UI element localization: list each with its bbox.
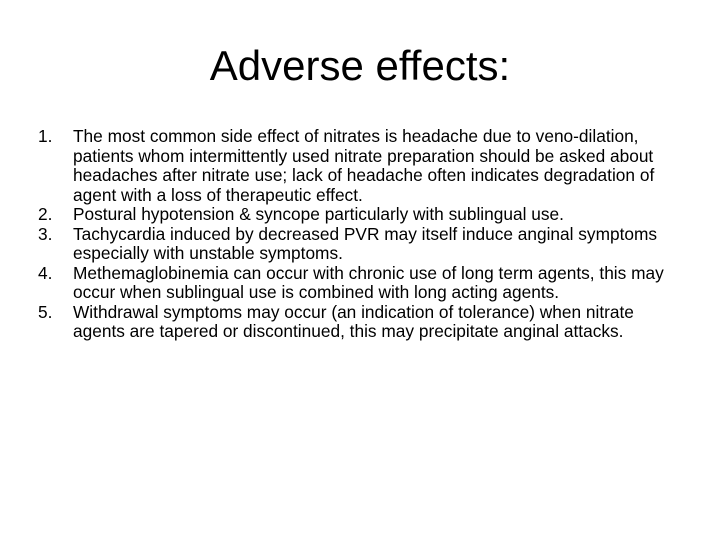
list-item-text: Postural hypotension & syncope particularly with sublingual use.: [73, 204, 564, 224]
list-item: [38, 127, 688, 205]
adverse-effects-list: [38, 127, 688, 342]
list-item-number: 4.: [38, 262, 53, 283]
slide-title: Adverse effects:: [209, 42, 511, 89]
list-item: [38, 225, 688, 264]
list-item-text: Methemaglobinemia can occur with chronic use of long term agents, this may occur when sublingual use is combined with long acting agents.: [73, 262, 664, 302]
list-item: [38, 264, 688, 303]
list-item-number: 5.: [38, 301, 53, 322]
list-item-number: 1.: [38, 126, 53, 146]
list-item-text: Tachycardia induced by decreased PVR may itself induce anginal symptoms especially with unstable symptoms.: [73, 223, 658, 263]
list-item: [38, 205, 688, 225]
slide-content: [38, 127, 688, 342]
list-item-number: 2.: [38, 204, 53, 224]
list-item-text: Withdrawal symptoms may occur (an indication of tolerance) when nitrate agents are tapered or discontinued, this may precipitate anginal attacks.: [73, 301, 634, 341]
list-item-number: 3.: [38, 223, 53, 244]
list-item-text: The most common side effect of nitrates is headache due to veno-dilation, patients whom intermittently used nitrate preparation should be asked about headaches after nitrate use; lack of headache often indicates degradation of agent with a loss of therapeutic effect.: [73, 126, 655, 205]
list-item: [38, 303, 688, 342]
